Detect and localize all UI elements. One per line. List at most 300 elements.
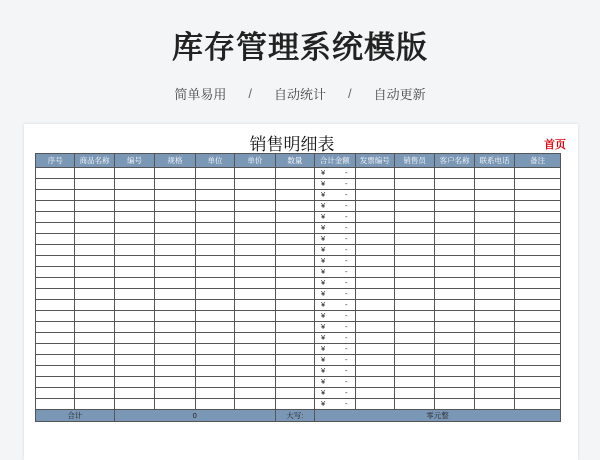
table-cell[interactable] [275, 344, 314, 355]
table-cell[interactable] [394, 300, 434, 311]
table-cell[interactable] [235, 267, 275, 278]
table-cell[interactable] [195, 190, 234, 201]
table-cell[interactable] [275, 388, 314, 399]
table-cell[interactable] [394, 377, 434, 388]
table-cell[interactable] [155, 344, 195, 355]
table-cell[interactable] [235, 278, 275, 289]
table-cell[interactable] [515, 333, 561, 344]
table-cell[interactable] [114, 388, 154, 399]
table-cell[interactable] [114, 201, 154, 212]
table-cell[interactable] [36, 234, 75, 245]
amount-cell[interactable] [315, 179, 355, 190]
table-cell[interactable] [474, 212, 514, 223]
table-cell[interactable] [195, 355, 234, 366]
table-cell[interactable] [75, 256, 114, 267]
amount-value: - [345, 212, 348, 221]
table-cell[interactable] [355, 267, 394, 278]
table-cell[interactable] [355, 212, 394, 223]
table-cell[interactable] [275, 267, 314, 278]
table-row [36, 388, 561, 399]
table-cell[interactable] [275, 212, 314, 223]
table-cell[interactable] [195, 344, 234, 355]
table-cell[interactable] [155, 245, 195, 256]
amount-cell[interactable] [315, 201, 355, 212]
table-cell[interactable] [515, 300, 561, 311]
table-cell[interactable] [195, 179, 234, 190]
table-row [36, 245, 561, 256]
table-cell[interactable] [275, 377, 314, 388]
table-cell[interactable] [435, 267, 474, 278]
table-cell[interactable] [36, 179, 75, 190]
table-cell[interactable] [394, 366, 434, 377]
table-cell[interactable] [515, 344, 561, 355]
table-cell[interactable] [474, 267, 514, 278]
table-cell[interactable] [114, 311, 154, 322]
table-cell[interactable] [195, 201, 234, 212]
table-cell[interactable] [75, 190, 114, 201]
table-cell[interactable] [36, 278, 75, 289]
table-cell[interactable] [235, 300, 275, 311]
table-cell[interactable] [515, 377, 561, 388]
table-cell[interactable] [355, 300, 394, 311]
table-cell[interactable] [75, 168, 114, 179]
table-cell[interactable] [75, 399, 114, 410]
table-cell[interactable] [355, 223, 394, 234]
table-cell[interactable] [195, 311, 234, 322]
table-cell[interactable] [474, 245, 514, 256]
table-cell[interactable] [36, 168, 75, 179]
table-cell[interactable] [474, 300, 514, 311]
table-cell[interactable] [435, 223, 474, 234]
table-cell[interactable] [36, 366, 75, 377]
separator: / [348, 86, 352, 101]
table-cell[interactable] [355, 322, 394, 333]
table-cell[interactable] [235, 190, 275, 201]
table-cell[interactable] [435, 300, 474, 311]
table-cell[interactable] [515, 212, 561, 223]
table-cell[interactable] [114, 322, 154, 333]
table-cell[interactable] [515, 388, 561, 399]
table-cell[interactable] [394, 355, 434, 366]
table-cell[interactable] [394, 201, 434, 212]
table-cell[interactable] [155, 256, 195, 267]
table-cell[interactable] [355, 256, 394, 267]
amount-cell[interactable] [315, 355, 355, 366]
table-cell[interactable] [195, 289, 234, 300]
table-cell[interactable] [36, 322, 75, 333]
amount-cell[interactable] [315, 377, 355, 388]
table-cell[interactable] [114, 366, 154, 377]
table-cell[interactable] [394, 245, 434, 256]
table-cell[interactable] [235, 168, 275, 179]
table-cell[interactable] [355, 289, 394, 300]
table-cell[interactable] [114, 377, 154, 388]
table-cell[interactable] [235, 344, 275, 355]
table-cell[interactable] [435, 355, 474, 366]
table-cell[interactable] [36, 190, 75, 201]
table-cell[interactable] [235, 322, 275, 333]
table-cell[interactable] [195, 256, 234, 267]
table-cell[interactable] [114, 333, 154, 344]
amount-cell[interactable] [315, 388, 355, 399]
table-cell[interactable] [435, 168, 474, 179]
table-cell[interactable] [155, 223, 195, 234]
table-cell[interactable] [394, 256, 434, 267]
table-cell[interactable] [435, 256, 474, 267]
table-cell[interactable] [275, 366, 314, 377]
table-cell[interactable] [235, 245, 275, 256]
table-cell[interactable] [75, 388, 114, 399]
table-cell[interactable] [235, 223, 275, 234]
table-cell[interactable] [155, 201, 195, 212]
amount-cell[interactable] [315, 300, 355, 311]
feature-stats: 自动统计 [273, 87, 326, 102]
table-cell[interactable] [515, 311, 561, 322]
table-cell[interactable] [275, 245, 314, 256]
table-cell[interactable] [355, 311, 394, 322]
table-cell[interactable] [275, 355, 314, 366]
table-cell[interactable] [275, 256, 314, 267]
table-cell[interactable] [75, 278, 114, 289]
amount-cell[interactable] [315, 223, 355, 234]
table-cell[interactable] [275, 311, 314, 322]
table-cell[interactable] [36, 245, 75, 256]
table-cell[interactable] [275, 223, 314, 234]
table-cell[interactable] [235, 399, 275, 410]
table-cell[interactable] [275, 190, 314, 201]
table-cell[interactable] [36, 289, 75, 300]
table-cell[interactable] [114, 234, 154, 245]
amount-cell[interactable] [315, 322, 355, 333]
table-cell[interactable] [75, 300, 114, 311]
table-cell[interactable] [114, 256, 154, 267]
table-cell[interactable] [36, 333, 75, 344]
table-cell[interactable] [155, 333, 195, 344]
table-cell[interactable] [195, 322, 234, 333]
table-cell[interactable] [474, 333, 514, 344]
table-cell[interactable] [155, 377, 195, 388]
table-cell[interactable] [435, 399, 474, 410]
table-cell[interactable] [195, 278, 234, 289]
table-cell[interactable] [435, 278, 474, 289]
table-cell[interactable] [195, 212, 234, 223]
table-cell[interactable] [235, 388, 275, 399]
table-cell[interactable] [394, 388, 434, 399]
table-cell[interactable] [394, 234, 434, 245]
table-cell[interactable] [114, 399, 154, 410]
table-cell[interactable] [474, 322, 514, 333]
amount-cell[interactable] [315, 366, 355, 377]
table-cell[interactable] [515, 179, 561, 190]
table-cell[interactable] [394, 212, 434, 223]
table-cell[interactable] [515, 366, 561, 377]
table-cell[interactable] [394, 333, 434, 344]
table-cell[interactable] [474, 201, 514, 212]
amount-cell[interactable] [315, 289, 355, 300]
table-cell[interactable] [155, 388, 195, 399]
table-cell[interactable] [394, 344, 434, 355]
table-cell[interactable] [275, 289, 314, 300]
table-cell[interactable] [75, 223, 114, 234]
table-cell[interactable] [114, 344, 154, 355]
table-cell[interactable] [394, 399, 434, 410]
table-cell[interactable] [435, 333, 474, 344]
amount-value: - [345, 278, 348, 287]
table-cell[interactable] [235, 201, 275, 212]
table-cell[interactable] [75, 355, 114, 366]
table-cell[interactable] [114, 267, 154, 278]
table-cell[interactable] [195, 377, 234, 388]
table-cell[interactable] [474, 278, 514, 289]
table-cell[interactable] [394, 190, 434, 201]
table-cell[interactable] [435, 289, 474, 300]
table-cell[interactable] [355, 355, 394, 366]
table-cell[interactable] [36, 212, 75, 223]
table-cell[interactable] [515, 234, 561, 245]
amount-cell[interactable] [315, 344, 355, 355]
table-cell[interactable] [474, 223, 514, 234]
table-cell[interactable] [155, 212, 195, 223]
table-cell[interactable] [155, 322, 195, 333]
column-header: 规格 [155, 154, 195, 168]
table-cell[interactable] [155, 190, 195, 201]
table-cell[interactable] [394, 278, 434, 289]
table-cell[interactable] [155, 278, 195, 289]
table-cell[interactable] [114, 212, 154, 223]
table-cell[interactable] [155, 179, 195, 190]
table-cell[interactable] [114, 168, 154, 179]
table-cell[interactable] [435, 201, 474, 212]
table-cell[interactable] [155, 168, 195, 179]
table-cell[interactable] [435, 190, 474, 201]
table-cell[interactable] [515, 322, 561, 333]
table-cell[interactable] [195, 267, 234, 278]
table-cell[interactable] [435, 388, 474, 399]
table-cell[interactable] [474, 366, 514, 377]
currency-symbol: ¥ [321, 190, 326, 199]
table-cell[interactable] [155, 399, 195, 410]
table-cell[interactable] [275, 278, 314, 289]
table-cell[interactable] [195, 333, 234, 344]
table-cell[interactable] [235, 289, 275, 300]
table-cell[interactable] [75, 212, 114, 223]
table-cell[interactable] [515, 278, 561, 289]
table-cell[interactable] [355, 333, 394, 344]
table-cell[interactable] [155, 300, 195, 311]
table-cell[interactable] [36, 223, 75, 234]
table-cell[interactable] [474, 377, 514, 388]
table-cell[interactable] [355, 168, 394, 179]
feature-update: 自动更新 [373, 87, 426, 102]
table-cell[interactable] [36, 355, 75, 366]
table-cell[interactable] [75, 267, 114, 278]
table-cell[interactable] [275, 201, 314, 212]
table-cell[interactable] [235, 179, 275, 190]
table-cell[interactable] [235, 311, 275, 322]
table-cell[interactable] [75, 377, 114, 388]
amount-value: - [345, 355, 348, 364]
amount-cell[interactable] [315, 399, 355, 410]
table-cell[interactable] [114, 300, 154, 311]
amount-cell[interactable] [315, 256, 355, 267]
table-cell[interactable] [515, 201, 561, 212]
table-cell[interactable] [515, 190, 561, 201]
table-cell[interactable] [36, 388, 75, 399]
table-cell[interactable] [474, 190, 514, 201]
table-cell[interactable] [75, 234, 114, 245]
table-cell[interactable] [355, 377, 394, 388]
table-cell[interactable] [155, 267, 195, 278]
table-cell[interactable] [275, 399, 314, 410]
table-cell[interactable] [474, 399, 514, 410]
table-cell[interactable] [75, 179, 114, 190]
table-cell[interactable] [195, 245, 234, 256]
table-cell[interactable] [75, 344, 114, 355]
table-cell[interactable] [474, 311, 514, 322]
table-cell[interactable] [155, 366, 195, 377]
table-cell[interactable] [195, 234, 234, 245]
table-cell[interactable] [435, 234, 474, 245]
table-cell[interactable] [515, 223, 561, 234]
table-cell[interactable] [435, 322, 474, 333]
table-cell[interactable] [235, 212, 275, 223]
table-cell[interactable] [75, 322, 114, 333]
table-cell[interactable] [75, 289, 114, 300]
table-cell[interactable] [195, 223, 234, 234]
amount-cell[interactable] [315, 190, 355, 201]
table-cell[interactable] [515, 289, 561, 300]
table-cell[interactable] [195, 300, 234, 311]
table-cell[interactable] [235, 234, 275, 245]
table-cell[interactable] [474, 289, 514, 300]
table-cell[interactable] [355, 399, 394, 410]
table-cell[interactable] [515, 399, 561, 410]
table-cell[interactable] [474, 388, 514, 399]
table-cell[interactable] [75, 366, 114, 377]
amount-cell[interactable] [315, 212, 355, 223]
table-cell[interactable] [355, 278, 394, 289]
home-link[interactable]: 首页 [544, 139, 566, 151]
table-cell[interactable] [36, 267, 75, 278]
table-cell[interactable] [474, 179, 514, 190]
table-cell[interactable] [36, 311, 75, 322]
table-cell[interactable] [114, 223, 154, 234]
table-cell[interactable] [75, 245, 114, 256]
table-cell[interactable] [275, 168, 314, 179]
amount-cell[interactable] [315, 278, 355, 289]
amount-cell[interactable] [315, 333, 355, 344]
table-cell[interactable] [36, 344, 75, 355]
table-cell[interactable] [235, 366, 275, 377]
table-cell[interactable] [394, 311, 434, 322]
table-cell[interactable] [355, 190, 394, 201]
table-cell[interactable] [114, 278, 154, 289]
table-cell[interactable] [114, 190, 154, 201]
table-cell[interactable] [275, 234, 314, 245]
table-cell[interactable] [114, 245, 154, 256]
table-cell[interactable] [275, 300, 314, 311]
table-cell[interactable] [275, 333, 314, 344]
table-cell[interactable] [474, 344, 514, 355]
table-cell[interactable] [394, 223, 434, 234]
table-cell[interactable] [435, 366, 474, 377]
table-cell[interactable] [235, 377, 275, 388]
table-cell[interactable] [36, 377, 75, 388]
amount-cell[interactable] [315, 245, 355, 256]
table-cell[interactable] [435, 377, 474, 388]
table-cell[interactable] [36, 201, 75, 212]
table-cell[interactable] [75, 311, 114, 322]
table-cell[interactable] [355, 388, 394, 399]
table-cell[interactable] [474, 256, 514, 267]
table-cell[interactable] [155, 355, 195, 366]
table-cell[interactable] [36, 300, 75, 311]
table-cell[interactable] [235, 355, 275, 366]
currency-symbol: ¥ [321, 278, 326, 287]
table-cell[interactable] [474, 234, 514, 245]
amount-cell[interactable] [315, 168, 355, 179]
table-cell[interactable] [515, 267, 561, 278]
table-cell[interactable] [394, 322, 434, 333]
currency-symbol: ¥ [321, 399, 326, 408]
table-cell[interactable] [435, 311, 474, 322]
table-cell[interactable] [435, 212, 474, 223]
table-cell[interactable] [515, 256, 561, 267]
table-cell[interactable] [75, 333, 114, 344]
table-cell[interactable] [75, 201, 114, 212]
table-cell[interactable] [515, 355, 561, 366]
table-cell[interactable] [355, 201, 394, 212]
table-cell[interactable] [355, 245, 394, 256]
amount-cell[interactable] [315, 267, 355, 278]
table-cell[interactable] [355, 344, 394, 355]
table-cell[interactable] [474, 168, 514, 179]
table-cell[interactable] [474, 355, 514, 366]
table-cell[interactable] [36, 399, 75, 410]
amount-cell[interactable] [315, 234, 355, 245]
table-cell[interactable] [435, 179, 474, 190]
table-cell[interactable] [394, 289, 434, 300]
table-cell[interactable] [114, 289, 154, 300]
amount-value: - [345, 168, 348, 177]
amount-cell[interactable] [315, 311, 355, 322]
table-cell[interactable] [394, 168, 434, 179]
table-cell[interactable] [195, 366, 234, 377]
table-cell[interactable] [355, 366, 394, 377]
table-cell[interactable] [36, 256, 75, 267]
table-cell[interactable] [275, 322, 314, 333]
table-cell[interactable] [114, 179, 154, 190]
table-cell[interactable] [195, 168, 234, 179]
table-cell[interactable] [114, 355, 154, 366]
table-cell[interactable] [355, 179, 394, 190]
table-cell[interactable] [195, 388, 234, 399]
table-cell[interactable] [435, 245, 474, 256]
table-cell[interactable] [235, 333, 275, 344]
table-cell[interactable] [394, 267, 434, 278]
table-cell[interactable] [515, 168, 561, 179]
table-cell[interactable] [155, 234, 195, 245]
table-cell[interactable] [515, 245, 561, 256]
table-cell[interactable] [235, 256, 275, 267]
table-cell[interactable] [355, 234, 394, 245]
table-cell[interactable] [155, 311, 195, 322]
table-cell[interactable] [155, 289, 195, 300]
table-cell[interactable] [275, 179, 314, 190]
table-cell[interactable] [394, 179, 434, 190]
table-cell[interactable] [195, 399, 234, 410]
table-cell[interactable] [435, 344, 474, 355]
